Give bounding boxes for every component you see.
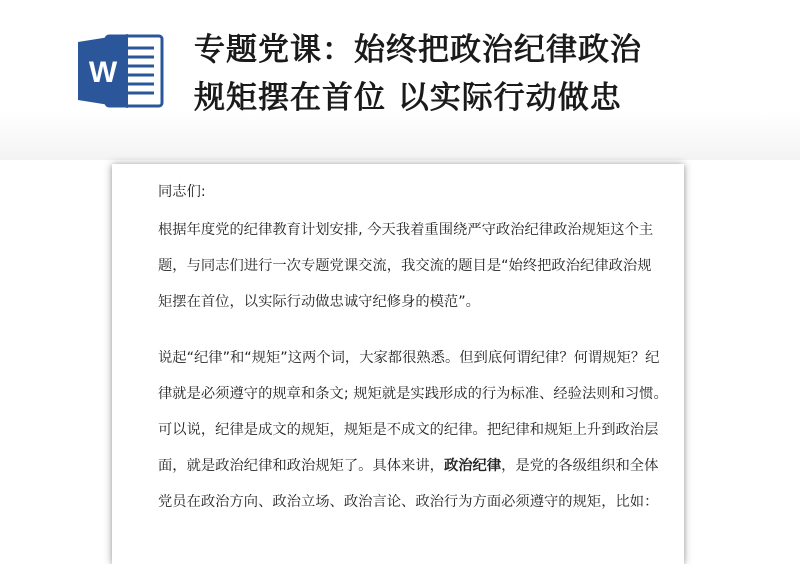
paragraph-2-line-2: 律就是必须遵守的规章和条文; 规矩就是实践形成的行为标准、经验法则和习惯。 xyxy=(158,386,668,402)
paragraph-2-line-1: 说起“纪律”和“规矩”这两个词，大家都很熟悉。但到底何谓纪律？何谓规矩？纪 xyxy=(158,350,660,366)
title-line-2: 规矩摆在首位 以实际行动做忠 xyxy=(194,80,622,116)
line-4-text-before: 面，就是政治纪律和政治规矩了。具体来讲， xyxy=(158,458,444,474)
paragraph-1-line-1: 根据年度党的纪律教育计划安排, 今天我着重围绕严守政治纪律政治规矩这个主 xyxy=(158,222,654,238)
title-line-1: 专题党课：始终把政治纪律政治 xyxy=(194,32,642,68)
word-icon xyxy=(76,30,166,112)
document-title xyxy=(194,26,754,122)
bold-term: 政治纪律 xyxy=(443,458,502,474)
paragraph-1-line-3: 矩摆在首位，以实际行动做忠诚守纪修身的模范”。 xyxy=(158,294,480,310)
paragraph-2-line-4 xyxy=(158,456,658,476)
svg-text:W: W xyxy=(88,56,118,89)
paragraph-2-line-5: 党员在政治方向、政治立场、政治言论、政治行为方面必须遵守的规矩，比如： xyxy=(158,494,659,510)
paragraph-2-line-3: 可以说，纪律是成文的规矩，规矩是不成文的纪律。把纪律和规矩上升到政治层 xyxy=(158,422,659,438)
document-page xyxy=(112,164,684,564)
salutation: 同志们: xyxy=(158,184,206,200)
paragraph-1-line-2: 题，与同志们进行一次专题党课交流，我交流的题目是“始终把政治纪律政治规 xyxy=(158,258,652,274)
line-4-text-after: ，是党的各级组织和全体 xyxy=(501,458,659,474)
